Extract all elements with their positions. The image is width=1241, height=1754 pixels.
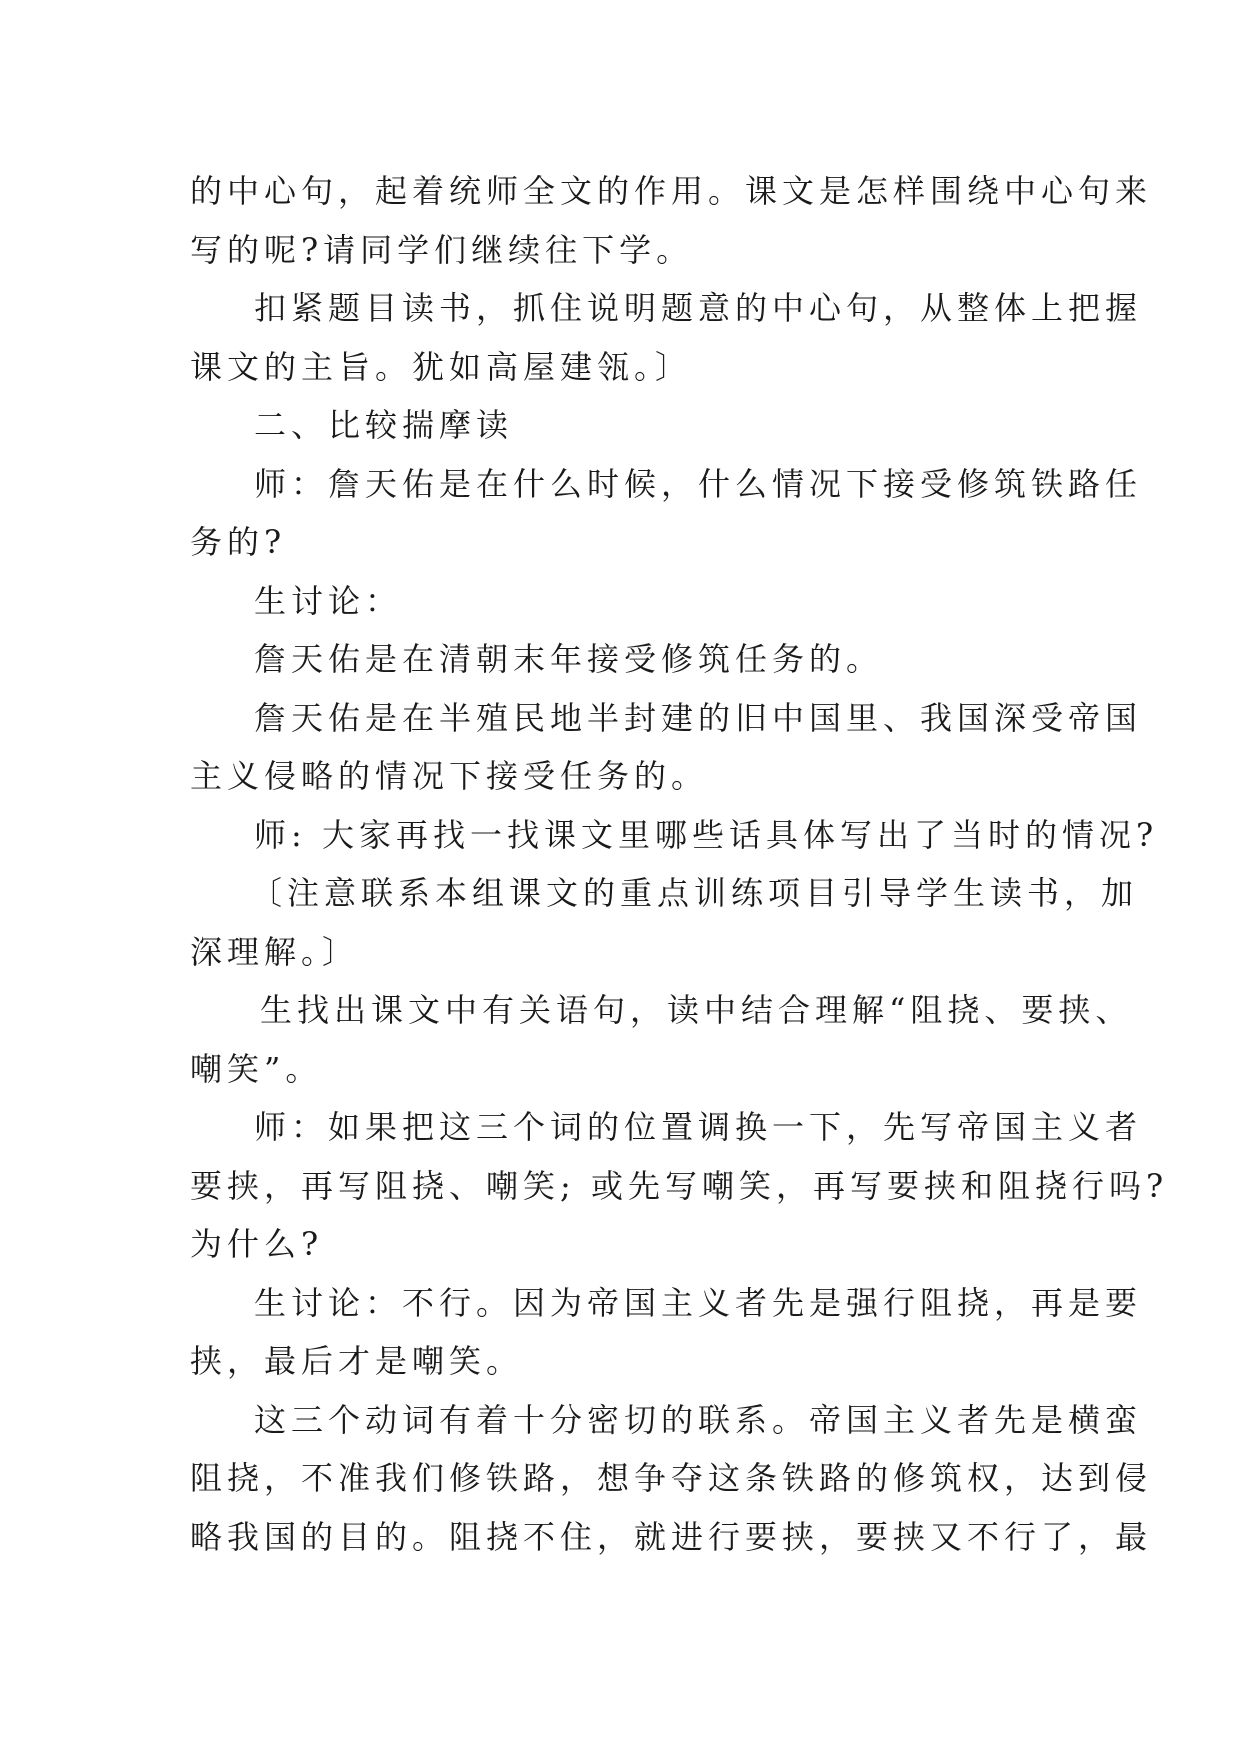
text-line: 为什么? bbox=[190, 1225, 324, 1263]
text-line: 要挟，再写阻挠、嘲笑; 或先写嘲笑，再写要挟和阻挠行吗? bbox=[190, 1166, 1169, 1205]
text-line: 写的呢?请同学们继续往下学。 bbox=[190, 230, 694, 269]
text-line: 生讨论：不行。因为帝国主义者先是强行阻挠，再是要 bbox=[254, 1283, 1143, 1322]
text-line: 务的? bbox=[190, 523, 287, 561]
text-line: 生找出课文中有关语句，读中结合理解“阻挠、要挟、 bbox=[260, 991, 1133, 1029]
text-line: 扣紧题目读书，抓住说明题意的中心句，从整体上把握 bbox=[254, 289, 1143, 327]
text-line: 〔注意联系本组课文的重点训练项目引导学生读书，加 bbox=[250, 874, 1139, 912]
document-body bbox=[190, 162, 1169, 1566]
section-heading: 二、比较揣摩读 bbox=[254, 406, 514, 444]
text-line: 詹天佑是在半殖民地半封建的旧中国里、我国深受帝国 bbox=[254, 698, 1143, 737]
text-line: 师：如果把这三个词的位置调换一下，先写帝国主义者 bbox=[254, 1108, 1143, 1146]
text-line: 师：詹天佑是在什么时候，什么情况下接受修筑铁路任 bbox=[254, 464, 1143, 503]
text-line: 师: 大家再找一找课文里哪些话具体写出了当时的情况? bbox=[254, 815, 1159, 854]
text-line: 主义侵略的情况下接受任务的。 bbox=[190, 757, 709, 795]
text-line: 挟，最后才是嘲笑。 bbox=[190, 1342, 524, 1380]
text-line: 嘲笑”。 bbox=[190, 1049, 323, 1088]
text-line: 这三个动词有着十分密切的联系。帝国主义者先是横蛮 bbox=[254, 1400, 1143, 1439]
text-line: 的中心句，起着统师全文的作用。课文是怎样围绕中心句来 bbox=[190, 172, 1153, 210]
text-line: 生讨论： bbox=[254, 581, 403, 620]
text-line: 略我国的目的。阻挠不住，就进行要挟，要挟又不行了，最 bbox=[190, 1517, 1153, 1556]
text-line: 课文的主旨。犹如高屋建瓴。〕 bbox=[190, 347, 693, 386]
text-line: 詹天佑是在清朝末年接受修筑任务的。 bbox=[254, 640, 884, 678]
text-line: 深理解。〕 bbox=[190, 932, 360, 971]
text-line: 阻挠，不准我们修铁路，想争夺这条铁路的修筑权，达到侵 bbox=[190, 1459, 1153, 1497]
